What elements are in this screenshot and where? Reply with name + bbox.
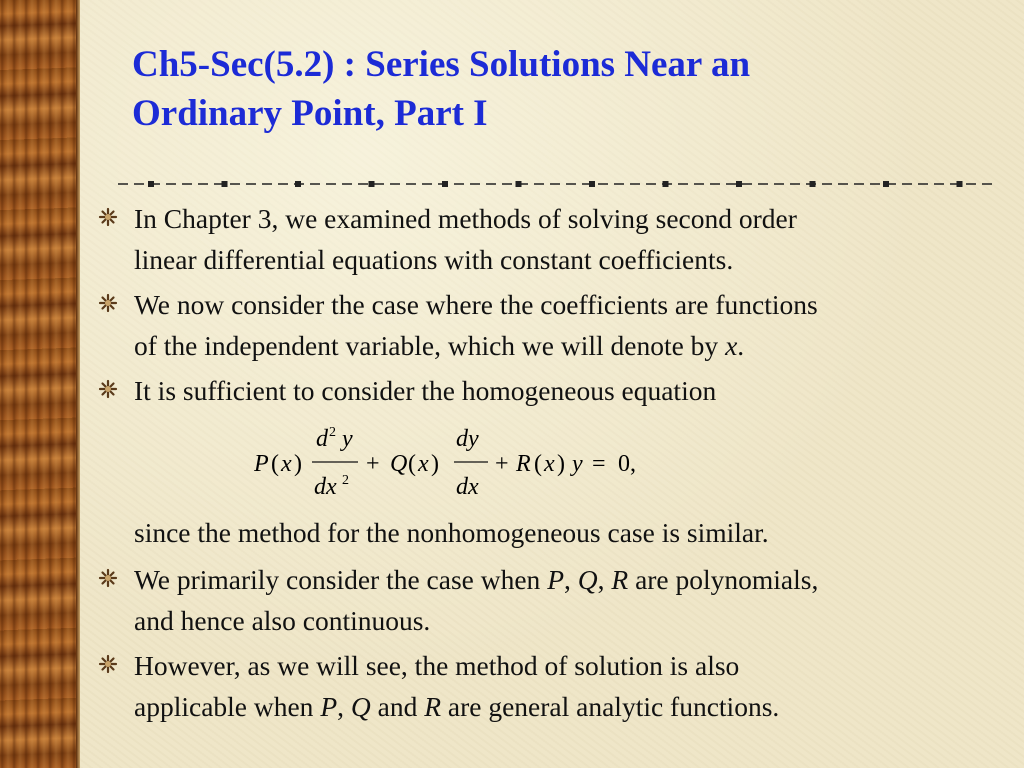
bullet-item (98, 645, 998, 727)
text-segment: are general analytic functions. (441, 691, 780, 722)
eq-R: R (516, 451, 531, 477)
continuation-text: since the method for the nonhomogeneous case is similar. (134, 517, 769, 548)
dash-divider (118, 176, 992, 192)
divider-dot (222, 181, 228, 187)
eq-d: d (316, 426, 328, 452)
bullet-item (98, 284, 998, 366)
eq-paren: ) (557, 451, 565, 477)
variable-x: x (725, 330, 738, 361)
divider-dot (148, 181, 154, 187)
bullet-list (98, 559, 998, 727)
divider-dot (957, 181, 963, 187)
variable-Q: Q (350, 691, 371, 722)
eq-y: y (572, 451, 583, 477)
eq-x: x (544, 451, 555, 477)
eq-zero: 0, (618, 451, 636, 477)
bullet-text: We now consider the case where the coefficients are functions (134, 289, 818, 320)
bullet-text (134, 686, 998, 727)
eq-y: y (342, 426, 353, 452)
variable-P: P (320, 691, 338, 722)
text-segment: . (737, 330, 745, 361)
eq-P: P (254, 451, 269, 477)
variable-R: R (611, 564, 629, 595)
eq-paren: ) (294, 451, 302, 477)
divider-dot (369, 181, 375, 187)
bullet-text: It is sufficient to consider the homogeneous equation (134, 375, 717, 406)
bullet-item (98, 370, 998, 411)
asterisk-star-icon (98, 568, 118, 588)
eq-paren: ( (271, 451, 279, 477)
divider-dot (295, 181, 301, 187)
bullet-item (98, 198, 998, 280)
homogeneous-equation (254, 424, 674, 504)
eq-exponent: 2 (342, 473, 349, 488)
eq-plus: + (366, 451, 380, 477)
bullet-text: However, as we will see, the method of solution is also (134, 650, 740, 681)
asterisk-star-icon (98, 654, 118, 674)
eq-x: x (418, 451, 429, 477)
slide-title-line-1: Ch5-Sec(5.2) : Series Solutions Near an (132, 44, 751, 85)
divider-dot (516, 181, 522, 187)
bullet-item (98, 559, 998, 641)
asterisk-star-icon (98, 293, 118, 313)
eq-dx: dx (456, 474, 479, 500)
bullet-text: linear differential equations with constant coefficients. (134, 244, 734, 275)
text-segment: are polynomials, (628, 564, 819, 595)
text-segment: , (564, 564, 578, 595)
variable-P: P (547, 564, 564, 595)
text-segment: , (597, 564, 612, 595)
bullet-text (134, 325, 998, 366)
divider-dot (589, 181, 595, 187)
svg-text:P (254, 451, 269, 477)
asterisk-star-icon (98, 207, 118, 227)
bullet-text (134, 559, 998, 600)
text-segment: We primarily consider the case when (134, 564, 548, 595)
divider-dot (810, 181, 816, 187)
variable-Q: Q (577, 564, 598, 595)
text-segment: of the independent variable, which we will denote by (134, 330, 726, 361)
divider-dot (883, 181, 889, 187)
divider-dot (663, 181, 669, 187)
eq-equals: = (592, 451, 606, 477)
eq-dy: dy (456, 426, 479, 452)
eq-Q: Q (390, 451, 408, 477)
eq-paren: ( (408, 451, 416, 477)
eq-paren: ) (431, 451, 439, 477)
bullet-text: and hence also continuous. (134, 605, 431, 636)
eq-exponent: 2 (329, 425, 336, 440)
divider-dot (736, 181, 742, 187)
text-segment: applicable when (134, 691, 321, 722)
bullet-text: In Chapter 3, we examined methods of solving second order (134, 203, 797, 234)
wood-border (0, 0, 76, 768)
text-segment: and (370, 691, 425, 722)
slide-title (132, 40, 992, 138)
eq-dx: dx (314, 474, 337, 500)
eq-x: x (281, 451, 292, 477)
bullet-list (98, 198, 998, 411)
slide-title-line-2: Ordinary Point, Part I (132, 93, 488, 134)
asterisk-star-icon (98, 379, 118, 399)
variable-R: R (424, 691, 442, 722)
eq-plus: + (495, 451, 509, 477)
text-segment: , (337, 691, 351, 722)
eq-paren: ( (534, 451, 542, 477)
divider-dot (442, 181, 448, 187)
